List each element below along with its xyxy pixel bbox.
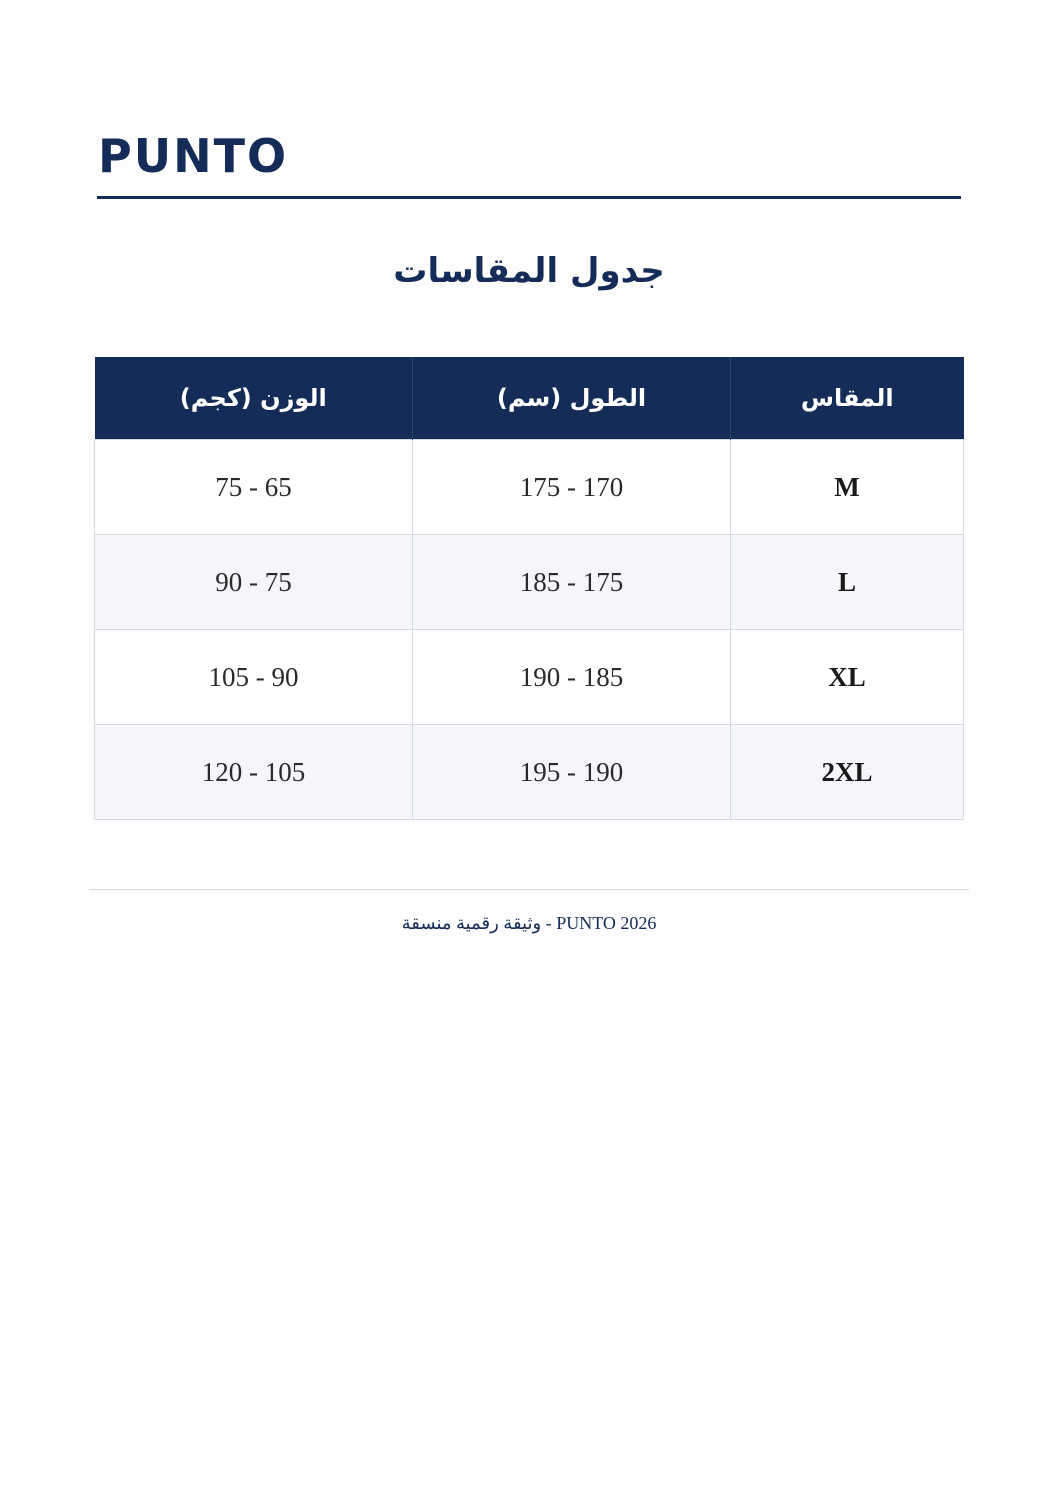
weight-cell: 105 - 120 [95, 725, 413, 820]
height-cell: 190 - 195 [413, 725, 731, 820]
size-chart-table [94, 357, 964, 820]
brand-logo-text: PUNTO [98, 129, 289, 183]
table-row [95, 725, 964, 820]
table-row [95, 440, 964, 535]
weight-cell: 65 - 75 [95, 440, 413, 535]
height-cell: 185 - 190 [413, 630, 731, 725]
table-row [95, 630, 964, 725]
table-header-row [95, 357, 964, 440]
size-cell: L [731, 535, 964, 630]
height-cell: 170 - 175 [413, 440, 731, 535]
header-size: المقاس [731, 357, 964, 440]
header-weight: الوزن (كجم) [95, 357, 413, 440]
page-title: جدول المقاسات [393, 251, 665, 291]
header-divider [97, 196, 961, 199]
size-cell: M [731, 440, 964, 535]
size-cell: XL [731, 630, 964, 725]
size-cell: 2XL [731, 725, 964, 820]
height-cell: 175 - 185 [413, 535, 731, 630]
table-row [95, 535, 964, 630]
header-height: الطول (سم) [413, 357, 731, 440]
weight-cell: 75 - 90 [95, 535, 413, 630]
footer-divider [89, 889, 969, 890]
footer-note: PUNTO 2026 - وثيقة رقمية منسقة [401, 913, 657, 933]
weight-cell: 90 - 105 [95, 630, 413, 725]
